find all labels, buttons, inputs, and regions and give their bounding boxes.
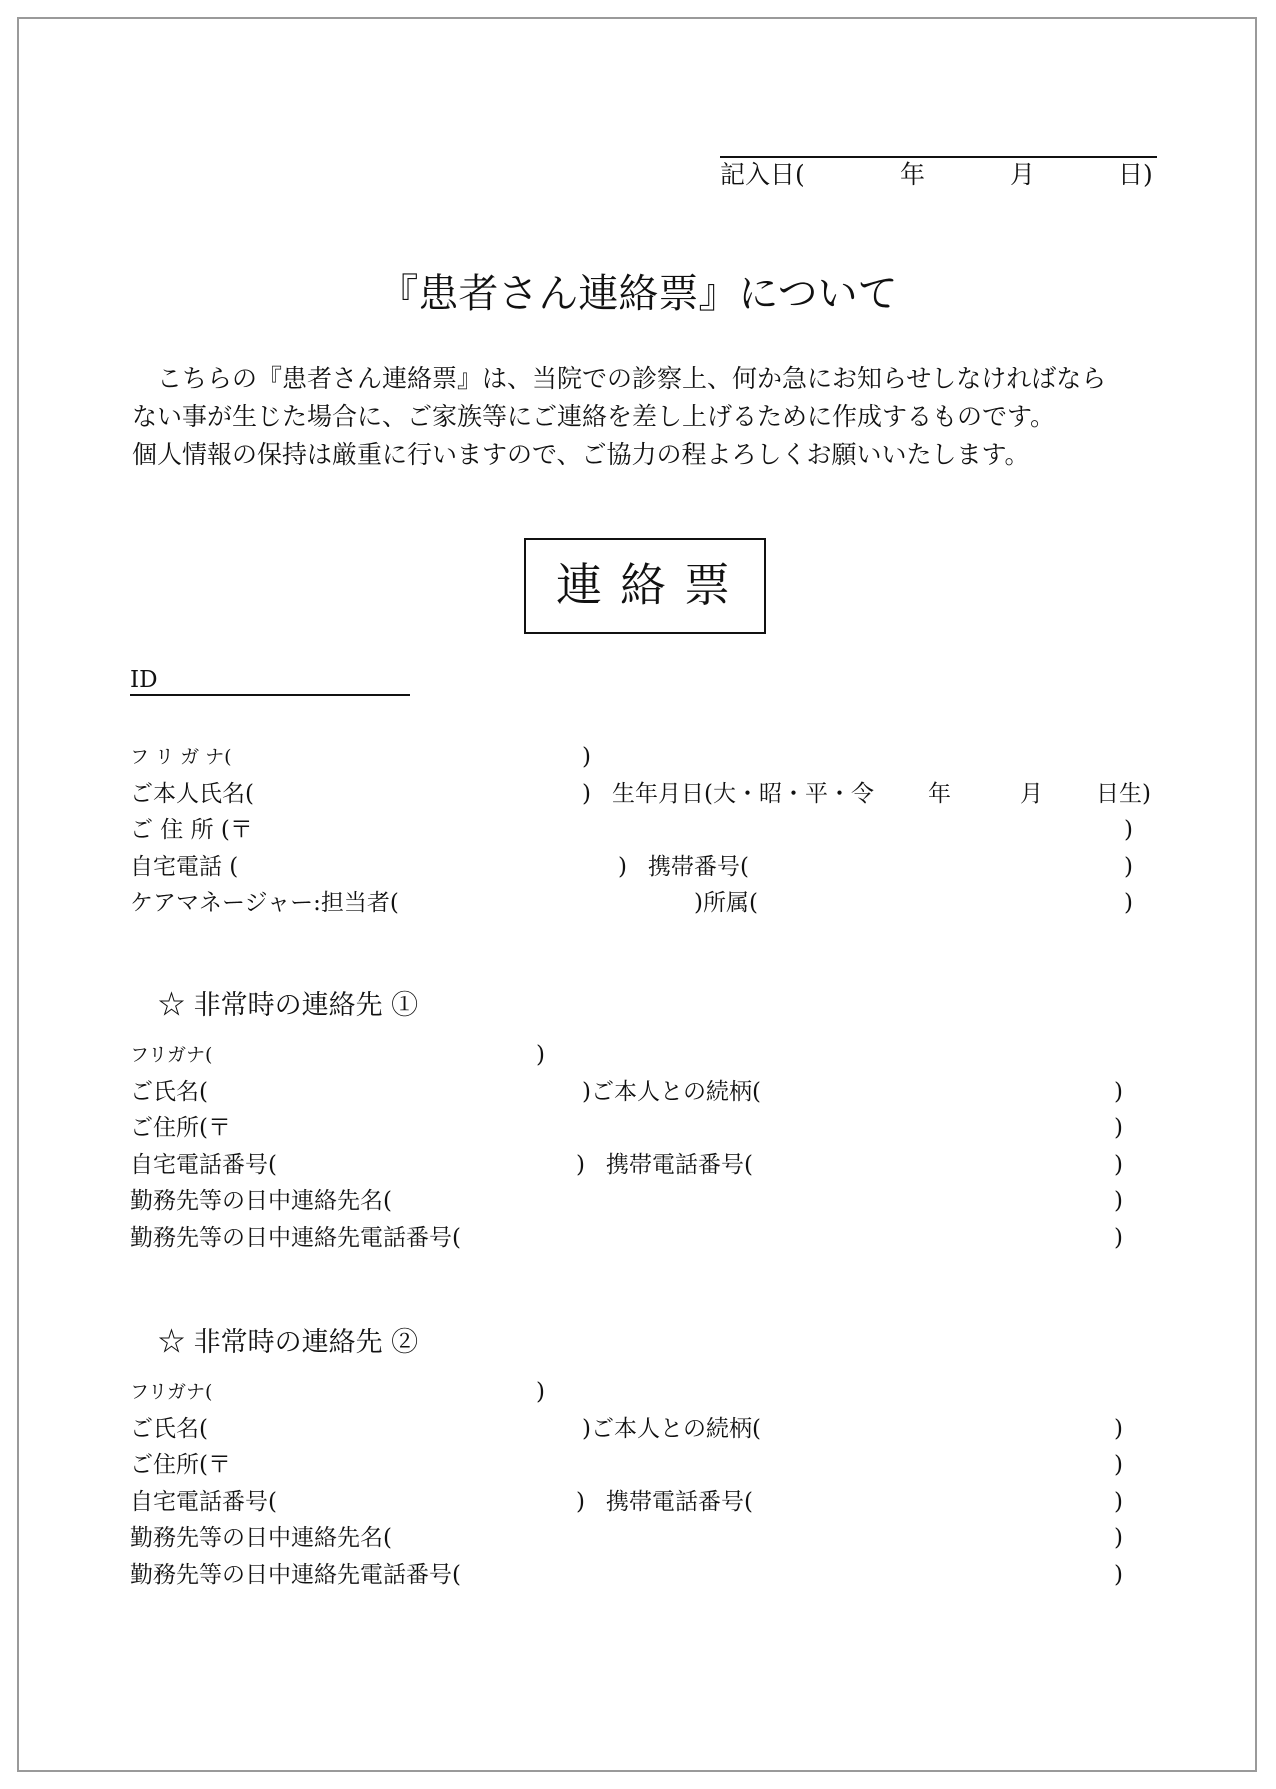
contact1-mobile-close: ) — [1114, 1152, 1123, 1178]
intro-line: ない事が生じた場合に、ご家族等にご連絡を差し上げるために作成するものです。 — [132, 402, 1056, 431]
contact2-work-phone-label: 勤務先等の日中連絡先電話番号( — [130, 1562, 461, 1588]
contact1-work-name-close: ) — [1114, 1188, 1123, 1214]
contact2-mobile-close: ) — [1114, 1489, 1123, 1515]
contact2-relation-label: )ご本人との続柄( — [582, 1416, 761, 1442]
birthdate-day: 日生) — [1096, 781, 1151, 807]
contact2-mobile-label: 携帯電話番号( — [606, 1489, 753, 1515]
intro-paragraph — [132, 360, 1132, 474]
contact1-address-close: ) — [1114, 1115, 1123, 1141]
contact1-work-name-label: 勤務先等の日中連絡先名( — [130, 1188, 392, 1214]
contact1-furigana-close: ) — [536, 1042, 545, 1068]
date-month: 月 — [1010, 160, 1036, 189]
patient-address-label: ご 住 所 (〒 — [130, 817, 253, 843]
patient-address-close: ) — [1124, 817, 1133, 843]
home-phone-label: 自宅電話 ( — [130, 854, 239, 880]
id-label: ID — [130, 667, 158, 693]
contact2-home-phone-label: 自宅電話番号( — [130, 1489, 277, 1515]
contact2-relation-close: ) — [1114, 1416, 1123, 1442]
entry-date-line[interactable] — [720, 155, 1157, 189]
contact2-furigana-label: フリガナ( — [130, 1381, 213, 1403]
contact1-furigana-label: フリガナ( — [130, 1044, 213, 1066]
contact1-relation-close: ) — [1114, 1079, 1123, 1105]
mobile-label: 携帯番号( — [648, 854, 749, 880]
id-field[interactable] — [130, 666, 410, 696]
contact2-work-phone-close: ) — [1114, 1562, 1123, 1588]
home-phone-close: ) — [618, 854, 627, 880]
contact1-home-phone-label: 自宅電話番号( — [130, 1152, 277, 1178]
birthdate-year: 年 — [928, 781, 951, 807]
affiliation-label: )所属( — [694, 890, 758, 916]
contact2-furigana-close: ) — [536, 1379, 545, 1405]
patient-furigana-label: フ リ ガ ナ( — [130, 746, 232, 768]
contact1-work-phone-close: ) — [1114, 1225, 1123, 1251]
date-day: 日) — [1118, 160, 1153, 189]
contact2-heading: ☆ 非常時の連絡先 ② — [158, 1327, 419, 1358]
date-year: 年 — [900, 160, 926, 189]
contact2-address-label: ご住所(〒 — [130, 1452, 231, 1478]
contact2-address-close: ) — [1114, 1452, 1123, 1478]
intro-line: 個人情報の保持は厳重に行いますので、ご協力の程よろしくお願いいたします。 — [132, 440, 1030, 469]
intro-line: こちらの『患者さん連絡票』は、当院での診察上、何か急にお知らせしなければなら — [132, 364, 1107, 393]
contact2-work-name-label: 勤務先等の日中連絡先名( — [130, 1525, 392, 1551]
contact2-home-phone-close: ) — [576, 1489, 585, 1515]
patient-name-close: ) — [582, 781, 591, 807]
contact1-heading: ☆ 非常時の連絡先 ① — [158, 990, 419, 1021]
contact1-name-label: ご氏名( — [130, 1079, 208, 1105]
patient-name-label: ご本人氏名( — [130, 781, 254, 807]
contact1-relation-label: )ご本人との続柄( — [582, 1079, 761, 1105]
patient-furigana-close: ) — [582, 744, 591, 770]
contact1-mobile-label: 携帯電話番号( — [606, 1152, 753, 1178]
contact2-name-label: ご氏名( — [130, 1416, 208, 1442]
affiliation-close: ) — [1124, 890, 1133, 916]
form-title-box: 連絡票 — [524, 538, 766, 634]
contact1-work-phone-label: 勤務先等の日中連絡先電話番号( — [130, 1225, 461, 1251]
birthdate-month: 月 — [1020, 781, 1043, 807]
date-label: 記入日( — [720, 160, 805, 189]
page-title: 『患者さん連絡票』について — [378, 271, 898, 317]
contact2-work-name-close: ) — [1114, 1525, 1123, 1551]
care-manager-label: ケアマネージャー:担当者( — [130, 890, 399, 916]
contact1-address-label: ご住所(〒 — [130, 1115, 231, 1141]
birthdate-label: 生年月日(大・昭・平・令 — [612, 781, 874, 807]
mobile-close: ) — [1124, 854, 1133, 880]
contact1-home-phone-close: ) — [576, 1152, 585, 1178]
